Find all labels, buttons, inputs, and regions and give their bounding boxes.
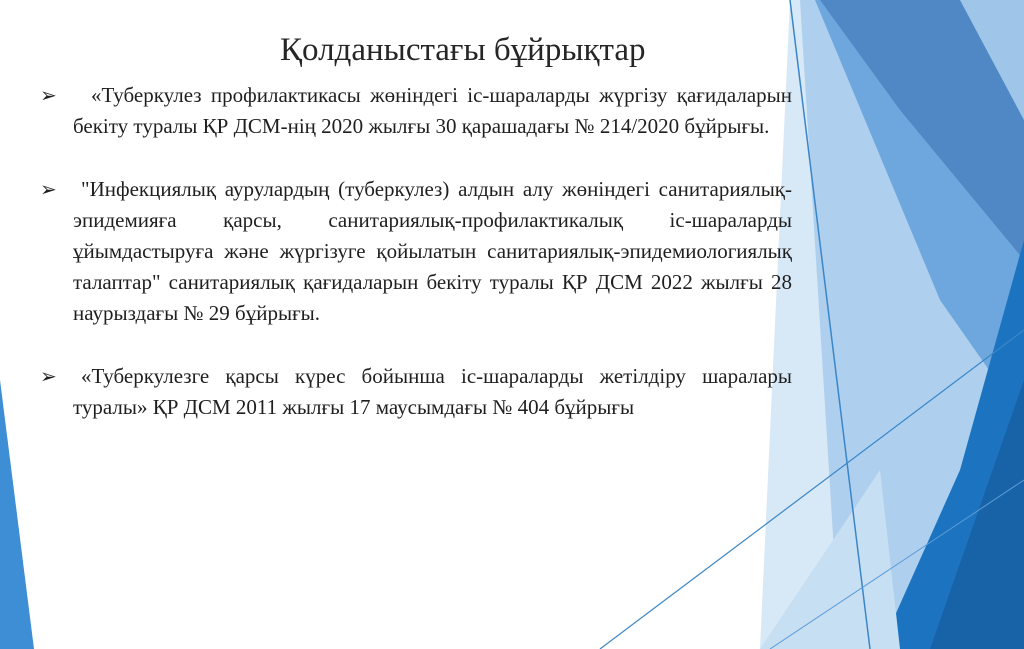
arrow-bullet-icon: ➢ bbox=[40, 364, 57, 388]
list-item-text: "Инфекциялық аурулардың (туберкулез) алдын алу жөніндегі санитариялық-эпидемияға қарсы, санитариялық-профилактикалық іс-шараларды ұйымдастыруға және жүргізуге қойылатын санитариялық-эпидемиологиялық талаптар" санитариялық қағидаларын бекіту туралы ҚР ДСМ 2022 жылғы 28 наурыздағы № 29 бұйрығы. bbox=[73, 177, 792, 325]
slide-title: Қолданыстағы бұйрықтар bbox=[280, 32, 646, 68]
arrow-bullet-icon: ➢ bbox=[40, 177, 57, 201]
list-item-order-214-2020 bbox=[40, 80, 792, 142]
list-item-text: «Туберкулез профилактикасы жөніндегі іс-шараларды жүргізу қағидаларын бекіту туралы ҚР ДСМ-нің 2020 жылғы 30 қарашадағы № 214/2020 бұйрығы. bbox=[73, 83, 792, 138]
list-item-order-29 bbox=[40, 174, 792, 329]
orders-list bbox=[40, 80, 792, 455]
list-item-text: «Туберкулезге қарсы күрес бойынша іс-шараларды жетілдіру шаралары туралы» ҚР ДСМ 2011 жылғы 17 маусымдағы № 404 бұйрығы bbox=[73, 364, 792, 419]
arrow-bullet-icon: ➢ bbox=[40, 83, 57, 107]
list-item-order-404 bbox=[40, 361, 792, 423]
left-edge-shape bbox=[0, 380, 34, 649]
